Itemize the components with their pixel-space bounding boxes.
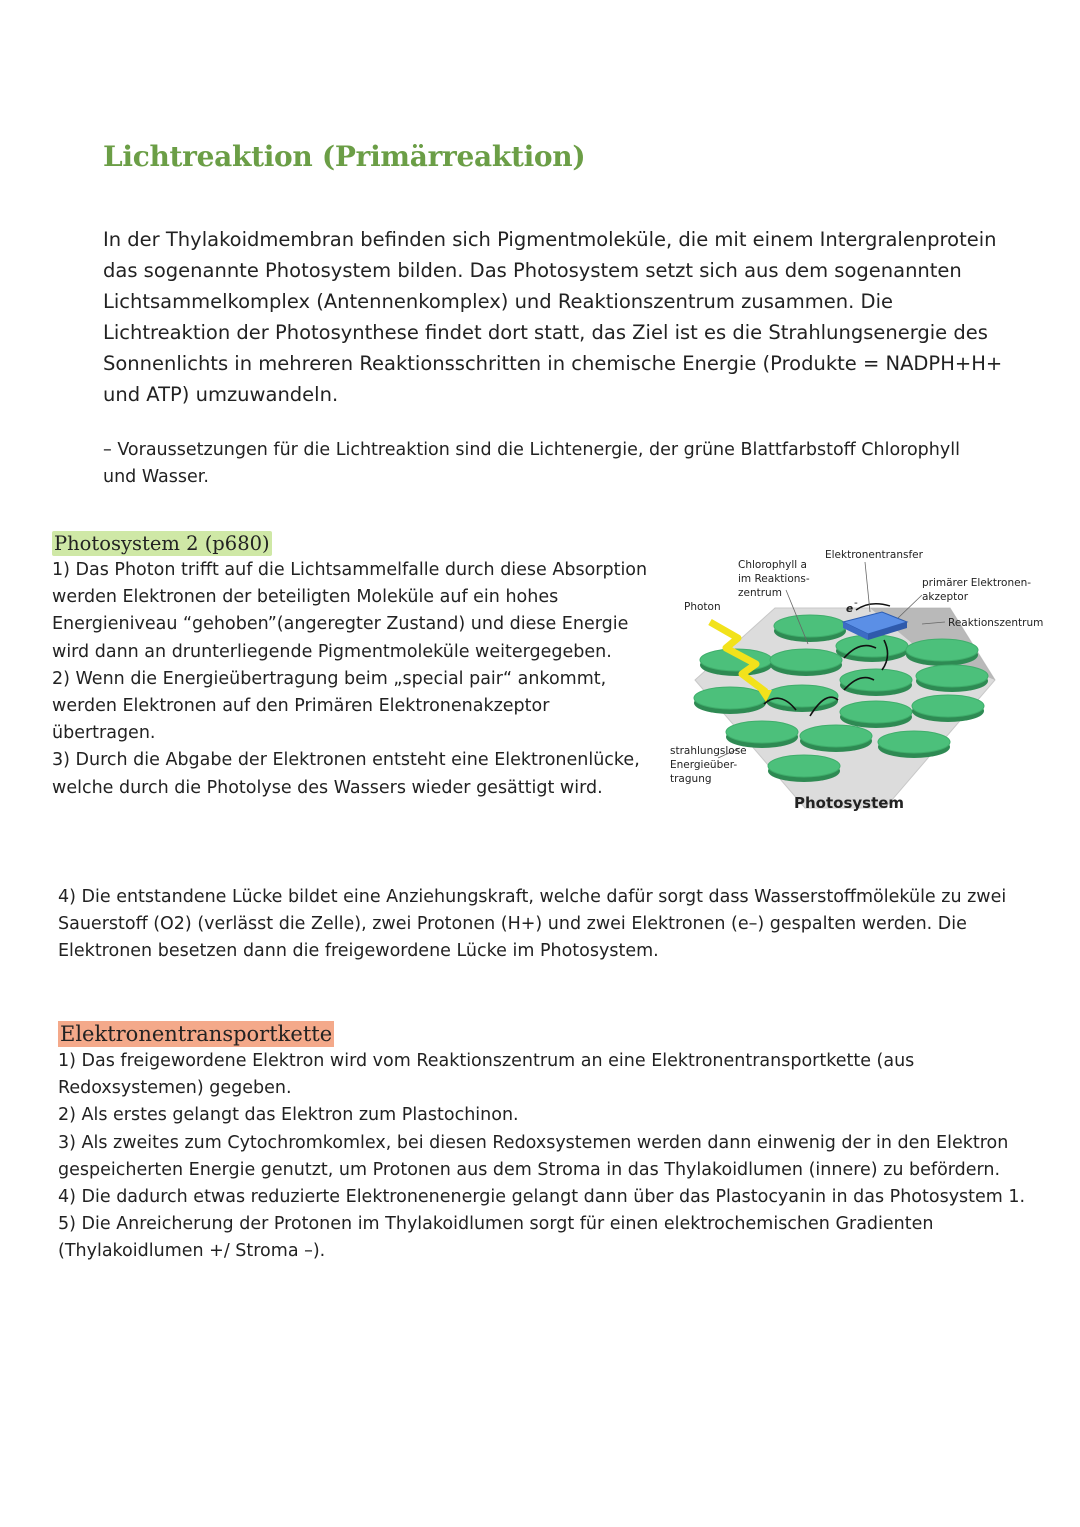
photosystem2-steps <box>52 557 652 802</box>
acceptor-label-line2: akzeptor <box>922 591 969 603</box>
pigment-disc <box>770 649 842 671</box>
etk-step-1: 1) Das freigewordene Elektron wird vom Reaktionszentrum an eine Elektronentransportkette (aus Redoxsystemen) gegeben. <box>58 1051 915 1099</box>
photosystem2-heading: Photosystem 2 (p680) <box>54 532 270 555</box>
acceptor-label-line1: primärer Elektronen- <box>922 577 1032 589</box>
etk-step-5: 5) Die Anreicherung der Protonen im Thylakoidlumen sorgt für einen elektrochemischen Gradienten (Thylakoidlumen +/ Stroma –). <box>58 1214 934 1262</box>
page-title: Lichtreaktion (Primärreaktion) <box>103 140 586 173</box>
pigment-disc <box>766 685 838 707</box>
electron-charge-label: - <box>854 597 858 609</box>
reaction-center-label: Reaktionszentrum <box>948 617 1044 629</box>
intro-paragraph: In der Thylakoidmembran befinden sich Pigmentmoleküle, die mit einem Intergralenprotein das sogenannte Photosystem bilden. Das Photosystem setzt sich aus dem sogenannten Lichtsammelkomplex (Antennenkomplex) und Reaktionszentrum zusammen. Die Lichtreaktion der Photosynthese findet dort statt, das Ziel ist es die Strahlungsenergie des Sonnenlichts in mehreren Reaktionsschritten in chemische Energie (Produkte = NADPH+H+ und ATP) umzuwandeln. <box>103 228 1003 406</box>
pigment-disc <box>912 695 984 717</box>
etk-step-4: 4) Die dadurch etwas reduzierte Elektronenenergie gelangt dann über das Plastocyanin in das Photosystem 1. <box>58 1187 1026 1208</box>
radiationless-label-line1: strahlungslose <box>670 745 747 757</box>
pigment-disc <box>916 665 988 687</box>
etk-step-3: 3) Als zweites zum Cytochromkomlex, bei diesen Redoxsystemen werden dann einwenig der in den Elektron gespeicherten Energie genutzt, um Protonen aus dem Stroma in das Thylakoidlumen (innere) zu befördern. <box>58 1132 1009 1180</box>
chlorophyll-label-line3: zentrum <box>738 587 782 599</box>
pigment-disc <box>694 687 766 709</box>
pigment-disc <box>774 615 846 637</box>
chlorophyll-label-line1: Chlorophyll a <box>738 559 807 571</box>
photosystem-label: Photosystem <box>794 794 905 812</box>
photon-label: Photon <box>684 601 721 613</box>
pigment-disc <box>800 725 872 747</box>
pigment-disc <box>878 731 950 753</box>
photosystem2-step-2: 2) Wenn die Energieübertragung beim „special pair“ ankommt, werden Elektronen auf den Primären Elektronenakzeptor übertragen. <box>52 668 607 744</box>
photosystem2-step-3: 3) Durch die Abgabe der Elektronen entsteht eine Elektronenlücke, welche durch die Photolyse des Wassers wieder gesättigt wird. <box>52 750 640 798</box>
radiationless-label-line3: tragung <box>670 773 712 785</box>
electron-transfer-label: Elektronentransfer <box>825 549 923 561</box>
photosystem2-step-1: 1) Das Photon trifft auf die Lichtsammelfalle durch diese Absorption werden Elektronen der beteiligten Moleküle auf ein hohes Energieniveau “gehoben”(angeregter Zustand) und diese Energie wird dann an drunterliegende Pigmentmoleküle weitergegeben. <box>52 560 648 662</box>
pigment-disc <box>726 721 798 743</box>
electron-label: e <box>846 603 854 615</box>
pigment-disc <box>840 669 912 691</box>
chlorophyll-label-line2: im Reaktions- <box>738 573 810 585</box>
pigment-disc <box>906 639 978 661</box>
radiationless-label-line2: Energieüber- <box>670 759 738 771</box>
etk-section <box>58 1022 1028 1266</box>
photosystem2-step-4: 4) Die entstandene Lücke bildet eine Anziehungskraft, welche dafür sorgt dass Wasserstoffmöleküle zu zwei Sauerstoff (O2) (verlässt die Zelle), zwei Protonen (H+) und zwei Elektronen (e–) gespalten werden. Die Elektronen besetzen dann die freigewordene Lücke im Photosystem. <box>58 887 1007 962</box>
prerequisites-paragraph: – Voraussetzungen für die Lichtreaktion sind die Lichtenergie, der grüne Blattfarbstoff Chlorophyll und Wasser. <box>103 440 960 487</box>
etk-steps <box>58 1048 1028 1266</box>
etk-heading: Elektronentransportkette <box>60 1022 333 1046</box>
pigment-disc <box>840 701 912 723</box>
pigment-disc <box>768 755 840 777</box>
photosystem-diagram <box>660 540 1060 830</box>
photosystem2-section <box>52 532 652 802</box>
etk-step-2: 2) Als erstes gelangt das Elektron zum Plastochinon. <box>58 1105 519 1126</box>
